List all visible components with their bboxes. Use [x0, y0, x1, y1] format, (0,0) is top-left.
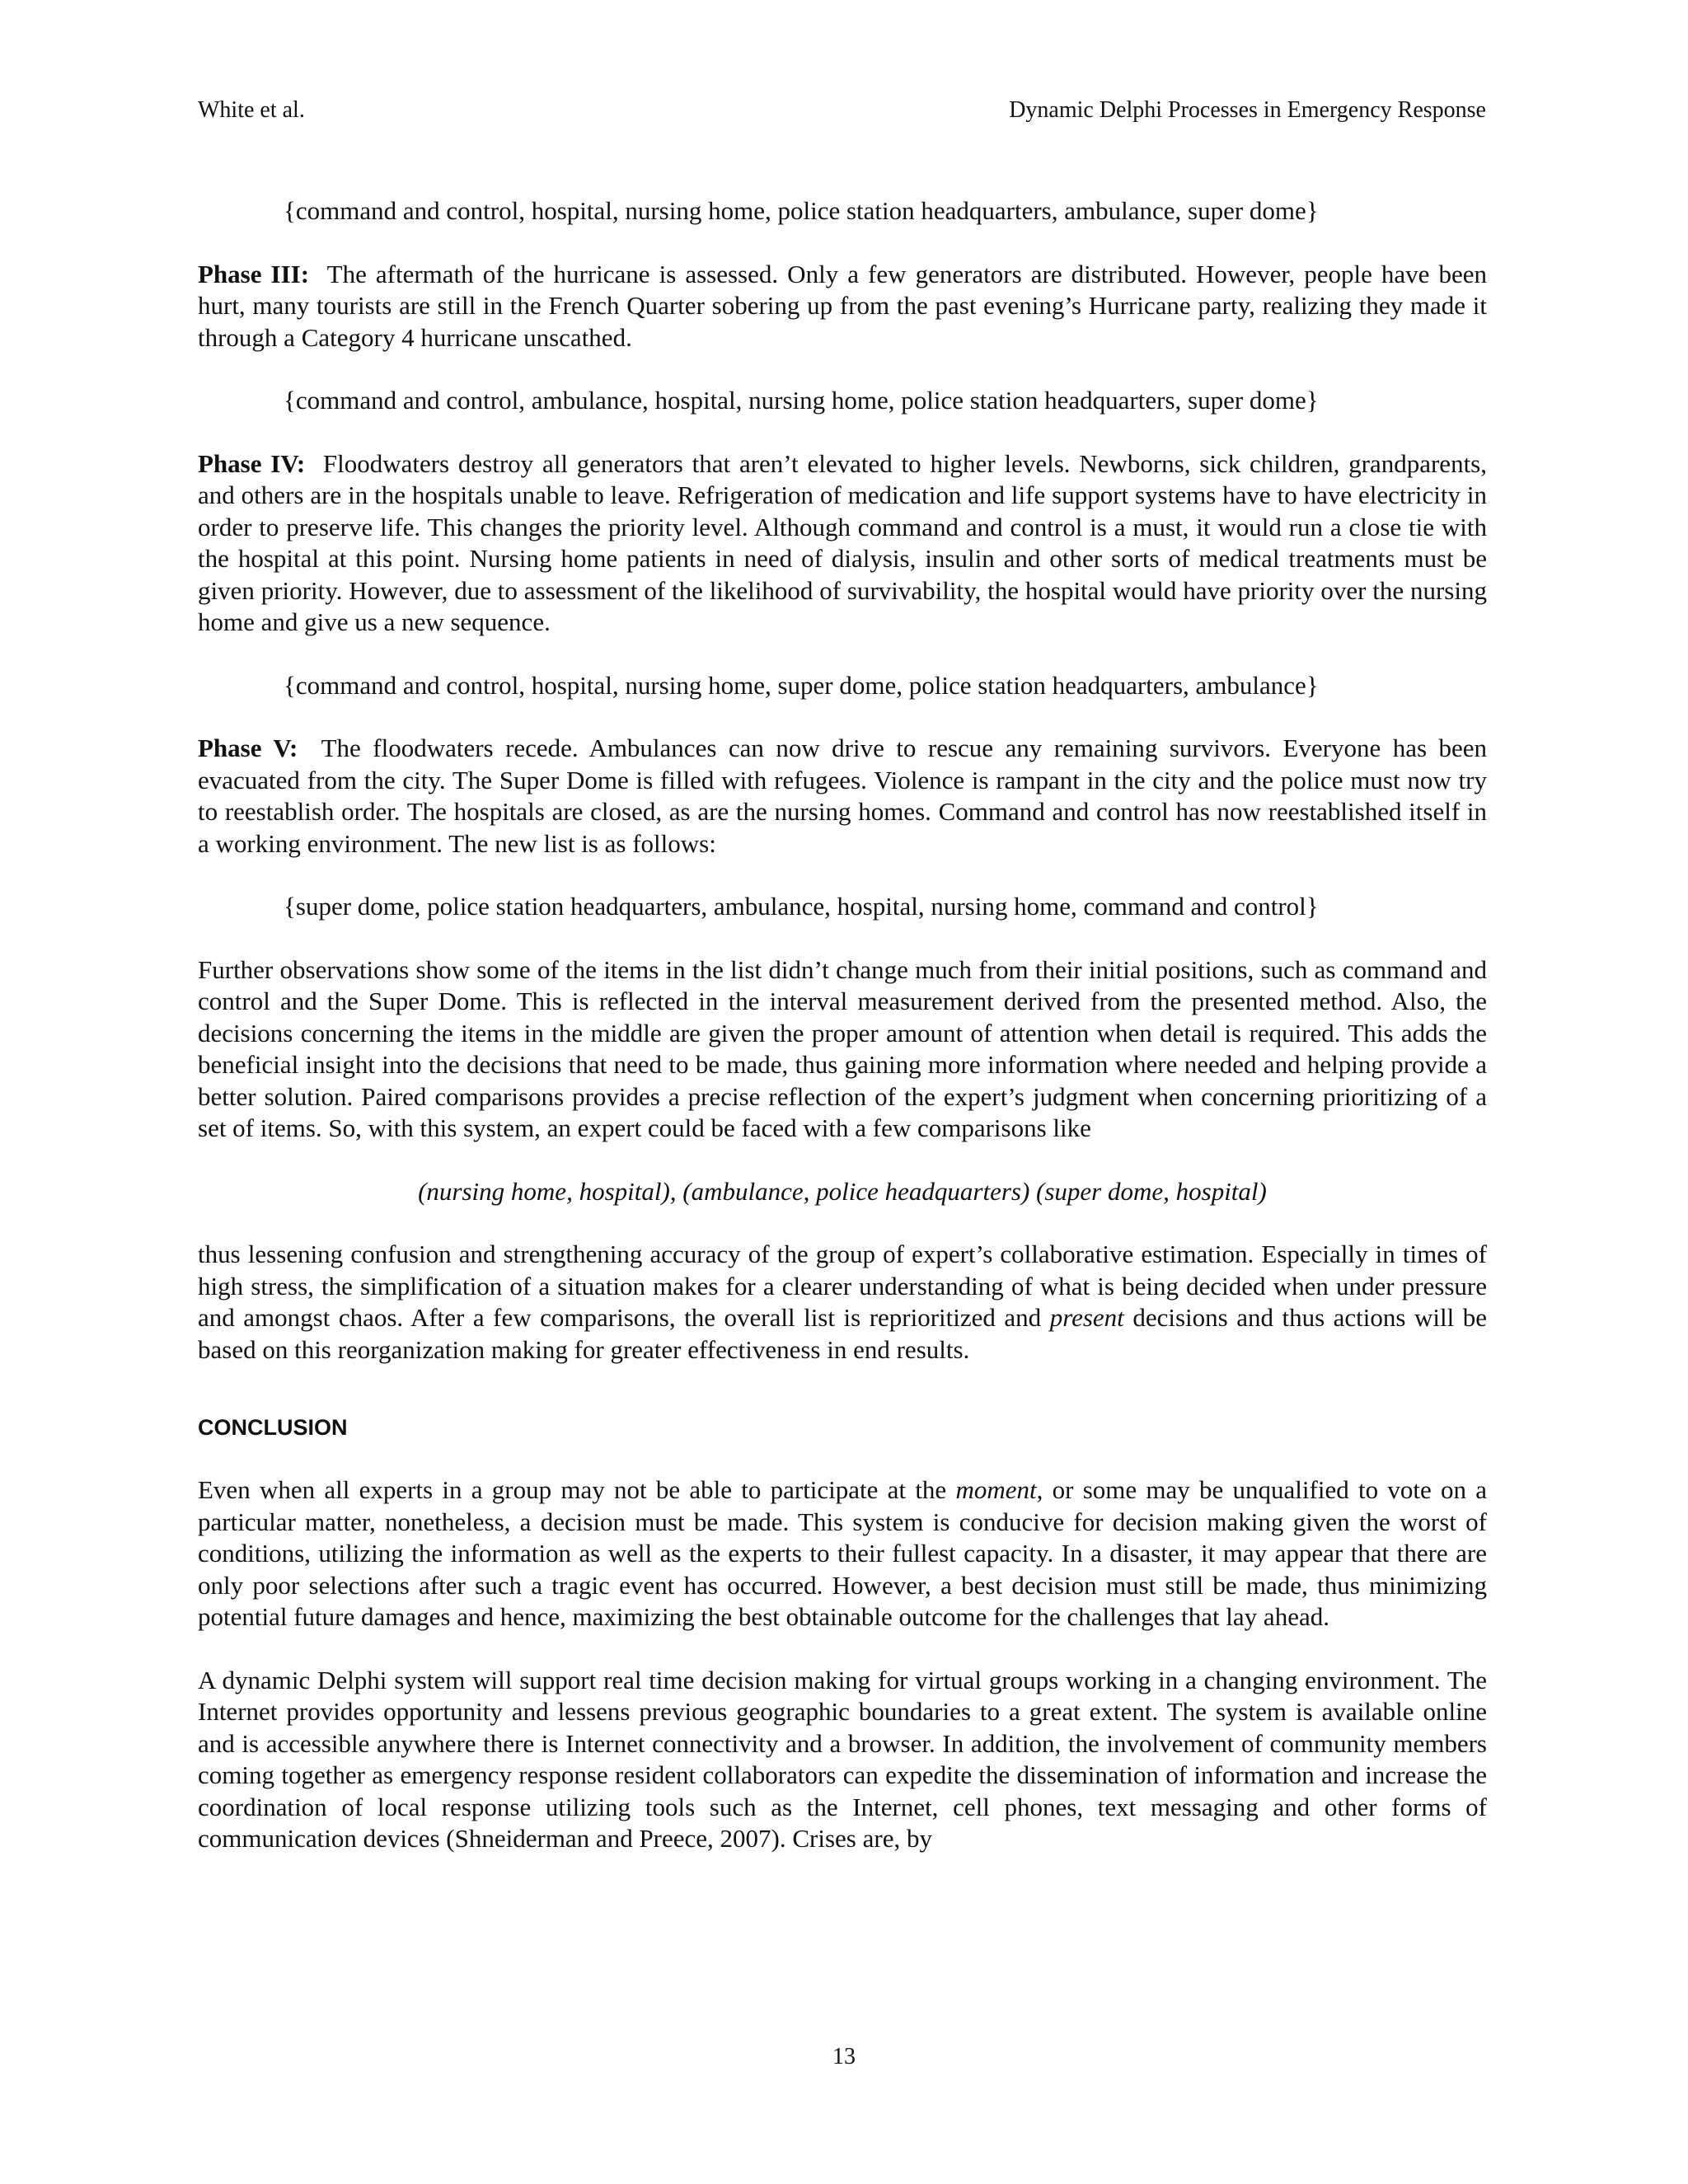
phase-3-paragraph [198, 259, 1487, 354]
conclusion-1-text-a: Even when all experts in a group may not be able to participate at the [198, 1475, 947, 1504]
phase-4-label: Phase IV: [198, 448, 306, 478]
conclusion-paragraph-2: A dynamic Delphi system will support real time decision making for virtual groups working in a changing environment. The Internet provides opportunity and lessens previous geographic boundaries to a great extent. The system is available online and is accessible anywhere there is Internet connectivity and a browser. In addition, the involvement of community members coming together as emergency response resident collaborators can expedite the dissemination of information and increase the coordination of local response utilizing tools such as the Internet, cell phones, text messaging and other forms of communication devices (Shneiderman and Preece, 2007). Crises are, by [198, 1665, 1487, 1853]
phase-3-label: Phase III: [198, 259, 310, 288]
phase-5-text: The floodwaters recede. Ambulances can now drive to rescue any remaining survivors. Everyone has been evacuated from the city. The Super Dome is filled with refugees. Violence is rampant in the city and the police must now try to reestablish order. The hospitals are closed, as are the nursing homes. Command and control has now reestablished itself in a working environment. The new list is as follows: [198, 733, 1487, 858]
running-head-authors: White et al. [198, 97, 305, 123]
page-number: 13 [832, 2044, 856, 2069]
priority-set-1: {command and control, hospital, nursing home, police station headquarters, ambulance, super dome} [284, 196, 1319, 225]
lessening-italic-word: present [1049, 1303, 1124, 1332]
conclusion-1-text-b: , or some may be unqualified to vote on a particular matter, nonetheless, a decision must be made. This system is conducive for decision making given the worst of conditions, utilizing the information as well as the experts to their fullest capacity. In a disaster, it may appear that there are only poor selections after such a tragic event has occurred. However, a best decision must still be made, thus minimizing potential future damages and hence, maximizing the best obtainable outcome for the challenges that lay ahead. [198, 1475, 1487, 1631]
lessening-confusion-paragraph [198, 1239, 1487, 1366]
priority-set-3: {command and control, hospital, nursing home, super dome, police station headquarters, ambulance} [284, 670, 1319, 700]
lessening-text-a: thus lessening confusion and strengthening accuracy of the group of expert’s collaborative estimation. Especially in times of high stress, the simplification of a situation makes for a clearer understanding of what is being decided when under pressure and amongst chaos. After a few comparisons, the overall list is reprioritized and [198, 1240, 1487, 1332]
further-observations-paragraph: Further observations show some of the items in the list didn’t change much from their initial positions, such as command and control and the Super Dome. This is reflected in the interval measurement derived from the presented method. Also, the decisions concerning the items in the middle are given the proper amount of attention when detail is required. This adds the beneficial insight into the decisions that need to be made, thus gaining more information where needed and helping provide a better solution. Paired comparisons provides a precise reflection of the expert’s judgment when concerning prioritizing of a set of items. So, with this system, an expert could be faced with a few comparisons like [198, 954, 1487, 1142]
conclusion-paragraph-1 [198, 1474, 1487, 1633]
phase-5-label: Phase V: [198, 733, 298, 762]
phase-4-text: Floodwaters destroy all generators that aren’t elevated to higher levels. Newborns, sick children, grandparents, and others are in the hospitals unable to leave. Refrigeration of medication and life support systems have to have electricity in order to preserve life. This changes the priority level. Although command and control is a must, it would run a close tie with the hospital at this point. Nursing home patients in need of dialysis, insulin and other sorts of medical treatments must be given priority. However, due to assessment of the likelihood of survivability, the hospital would have priority over the nursing home and give us a new sequence. [198, 448, 1487, 636]
body-text [198, 195, 1487, 1855]
priority-set-2: {command and control, ambulance, hospital, nursing home, police station headquarters, super dome} [284, 386, 1319, 415]
section-heading-conclusion: CONCLUSION [198, 1415, 348, 1440]
conclusion-1-italic-word: moment [955, 1475, 1037, 1504]
phase-4-paragraph [198, 448, 1487, 639]
lessening-text-b: decisions and thus actions will be based on this reorganization making for greater effectiveness in end results. [198, 1303, 1487, 1364]
phase-3-text: The aftermath of the hurricane is assessed. Only a few generators are distributed. However, people have been hurt, many tourists are still in the French Quarter sobering up from the past evening’s Hurricane party, realizing they made it through a Category 4 hurricane unscathed. [198, 259, 1487, 352]
paired-comparisons-example: (nursing home, hospital), (ambulance, police headquarters) (super dome, hospital) [418, 1176, 1267, 1206]
priority-set-4: {super dome, police station headquarters, ambulance, hospital, nursing home, command and control} [284, 892, 1319, 921]
running-head [198, 96, 1486, 124]
phase-5-paragraph [198, 733, 1487, 860]
running-head-title: Dynamic Delphi Processes in Emergency Response [1009, 97, 1486, 123]
